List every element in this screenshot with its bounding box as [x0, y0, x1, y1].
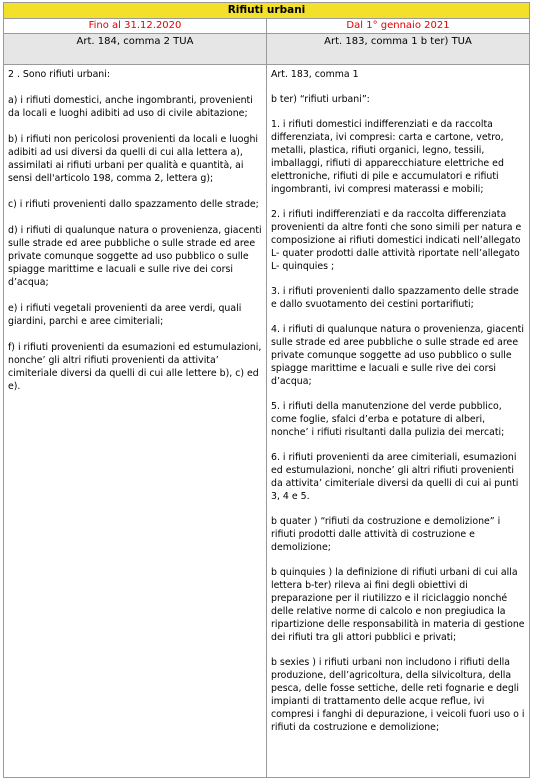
- right-content: [267, 65, 529, 777]
- table-title: Rifiuti urbani: [4, 3, 529, 19]
- right-paragraph: b sexies ) i rifiuti urbani non includono i rifiuti della produzione, dell’agricoltura, della silvicoltura, della pesca, delle fosse settiche, delle reti fognarie e degli impianti di trattamento delle acque reflue, ivi compresi i fanghi di depurazione, i veicoli fuori uso o i rifiuti da costruzione e demolizione;: [271, 657, 525, 733]
- right-paragraph: 6. i rifiuti provenienti da aree cimiteriali, esumazioni ed estumulazioni, nonche’ gli altri rifiuti provenienti da attivita’ cimiteriale diversi da quelli di cui ai punti 3, 4 e 5.: [271, 452, 519, 502]
- left-period: Fino al 31.12.2020: [4, 19, 267, 33]
- left-paragraph: b) i rifiuti non pericolosi provenienti da locali e luoghi adibiti ad usi diversi da quelli di cui alla lettera a), assimilati ai rifiuti urbani per qualità e quantità, ai sensi dell'articolo 198, comma 2, lettera g);: [8, 134, 259, 184]
- right-paragraph: b quater ) “rifiuti da costruzione e demolizione” i rifiuti prodotti dalle attività di costruzione e demolizione;: [271, 516, 501, 553]
- right-paragraph: Art. 183, comma 1: [271, 69, 359, 80]
- left-article: Art. 184, comma 2 TUA: [4, 34, 267, 64]
- left-paragraph: 2 . Sono rifiuti urbani:: [8, 69, 111, 80]
- period-row: [4, 19, 529, 34]
- left-paragraph: c) i rifiuti provenienti dallo spazzamento delle strade;: [8, 199, 259, 210]
- content-row: [4, 65, 529, 777]
- right-paragraph: 5. i rifiuti della manutenzione del verde pubblico, come foglie, sfalci d’erba e potature di alberi, nonche’ i rifiuti risultanti dalla pulizia dei mercati;: [271, 401, 505, 438]
- right-paragraph: b quinquies ) la definizione di rifiuti urbani di cui alla lettera b-ter) rileva ai fini degli obiettivi di preparazione per il riutilizzo e il riciclaggio nonché delle relative norme di calcolo e non pregiudica la ripartizione delle responsabilità in materia di gestione dei rifiuti tra gli attori pubblici e privati;: [271, 567, 525, 643]
- right-paragraph: b ter) “rifiuti urbani”:: [271, 94, 370, 105]
- left-paragraph: d) i rifiuti di qualunque natura o provenienza, giacenti sulle strade ed aree pubbliche o sulle strade ed aree private comunque soggette ad uso pubblico o sulle spiagge marittime e lacuali e sulle rive dei corsi d’acqua;: [8, 225, 262, 288]
- comparison-table: [3, 2, 530, 778]
- left-content: [4, 65, 267, 777]
- right-paragraph: 1. i rifiuti domestici indifferenziati e da raccolta differenziata, ivi compresi: carta e cartone, vetro, metalli, plastica, rifiuti organici, legno, tessili, imballaggi, rifiuti di apparecchiature elettriche ed elettroniche, rifiuti di pile e accumulatori e rifiuti ingombranti, ivi compresi materassi e mobili;: [271, 119, 504, 195]
- right-paragraph: 4. i rifiuti di qualunque natura o provenienza, giacenti sulle strade ed aree pubbliche o sulle strade ed aree private comunque soggette ad uso pubblico o sulle spiagge marittime e lacuali e sulle rive dei corsi d’acqua;: [271, 324, 524, 387]
- right-paragraph: 3. i rifiuti provenienti dallo spazzamento delle strade e dallo svuotamento dei cestini portarifiuti;: [271, 286, 519, 310]
- left-paragraph: e) i rifiuti vegetali provenienti da aree verdi, quali giardini, parchi e aree cimiteriali;: [8, 303, 242, 327]
- right-paragraph: 2. i rifiuti indifferenziati e da raccolta differenziata provenienti da altre fonti che sono simili per natura e composizione ai rifiuti domestici indicati nell’allegato L- quater prodotti dalle attività riportate nell’allegato L- quinquies ;: [271, 209, 522, 272]
- article-row: [4, 34, 529, 65]
- left-paragraph: f) i rifiuti provenienti da esumazioni ed estumulazioni, nonche’ gli altri rifiuti provenienti da attivita’ cimiteriale diversi da quelli di cui alle lettere b), c) ed e).: [8, 342, 262, 392]
- right-period: Dal 1° gennaio 2021: [346, 20, 450, 31]
- left-paragraph: a) i rifiuti domestici, anche ingombranti, provenienti da locali e luoghi adibiti ad uso di civile abitazione;: [8, 95, 253, 119]
- right-article: Art. 183, comma 1 b ter) TUA: [267, 34, 529, 64]
